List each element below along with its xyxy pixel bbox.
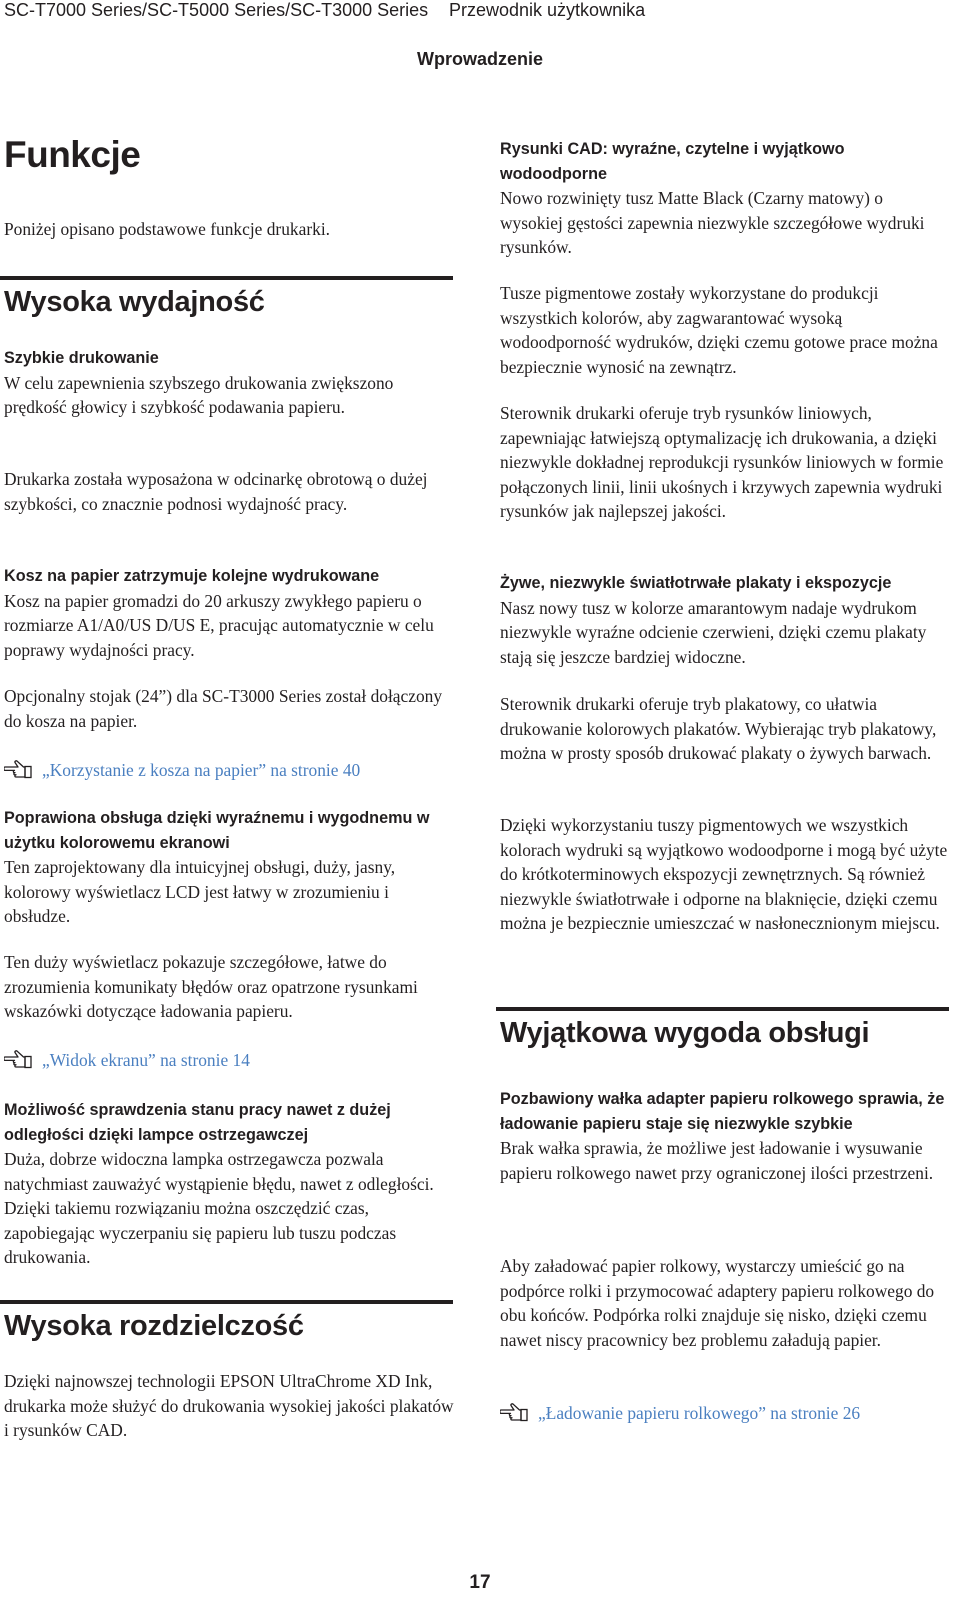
- basket-block: [4, 564, 454, 662]
- poster-mode-block: [500, 692, 950, 766]
- intro-text: Poniżej opisano podstawowe funkcje drukarki.: [4, 219, 330, 239]
- poster-block: [500, 571, 950, 669]
- cutter-text: Drukarka została wyposażona w odcinarkę obrotową o dużej szybkości, co znacznie podnosi wydajność pracy.: [4, 469, 428, 514]
- stand-text: Opcjonalny stojak (24”) dla SC-T3000 Series został dołączony do kosza na papier.: [4, 686, 443, 731]
- page-title: Funkcje: [4, 134, 141, 175]
- fast-print-block: [4, 346, 454, 420]
- link-screen-view[interactable]: „Widok ekranu” na stronie 14: [42, 1050, 250, 1070]
- pointing-hand-icon: [4, 758, 34, 780]
- fast-print-text: W celu zapewnienia szybszego drukowania zwiększono prędkość głowicy i szybkość podawania papieru.: [4, 372, 394, 417]
- spindle-text: Brak wałka sprawia, że możliwe jest ładowanie i wysuwanie papieru rolkowego nawet przy ograniczonej ilości przestrzeni.: [500, 1138, 934, 1183]
- section-rule: [0, 276, 453, 280]
- outdoor-block: [500, 813, 950, 936]
- fast-print-title: Szybkie drukowanie: [4, 349, 159, 367]
- header-product-name: SC-T7000 Series/SC-T5000 Series/SC-T3000 Series: [4, 0, 429, 20]
- lcd-text-2: Ten duży wyświetlacz pokazuje szczegółowe, łatwe do zrozumienia komunikaty błędów oraz opatrzone rysunkami wskazówki dotyczące ładowania papieru.: [4, 952, 418, 1021]
- heading-convenience: Wyjątkowa wygoda obsługi: [500, 1017, 870, 1049]
- header-guide-title: Przewodnik użytkownika: [449, 0, 646, 20]
- screen-reference: [4, 1048, 454, 1073]
- poster-text: Nasz nowy tusz w kolorze amarantowym nadaje wydrukom niezwykle wyraźne odcienie czerwieni, dzięki czemu plakaty stają się jeszcze bardziej widoczne.: [500, 597, 927, 667]
- lcd-title: Poprawiona obsługa dzięki wyraźnemu i wygodnemu w użytku kolorowemu ekranowi: [4, 809, 430, 852]
- lcd-block-2: [4, 950, 454, 1024]
- load-block: [500, 1254, 950, 1352]
- intro-block: [4, 217, 454, 242]
- link-basket-usage[interactable]: „Korzystanie z kosza na papier” na stronie 40: [42, 760, 361, 780]
- header-section-title: Wprowadzenie: [416, 49, 543, 69]
- spindle-block: [500, 1087, 950, 1185]
- lamp-block: [4, 1098, 454, 1270]
- load-text: Aby załadować papier rolkowy, wystarczy umieścić go na podpórce rolki i przymocować adaptery papieru rolkowego do obu końców. Podpórka rolki znajduje się nisko, dzięki czemu nawet niscy pracownicy bez problemu załadują papier.: [500, 1256, 935, 1350]
- poster-title: Żywe, niezwykle światłotrwałe plakaty i ekspozycje: [500, 574, 892, 592]
- cad-block: [500, 137, 950, 260]
- line-mode-block: [500, 401, 950, 524]
- pigment-text: Tusze pigmentowe zostały wykorzystane do produkcji wszystkich kolorów, aby zagwarantować wysoką wodoodporność wydruków, dzięki czemu gotowe prace można bezpiecznie wynosić na zewnątrz.: [500, 283, 938, 377]
- section-rule: [0, 1300, 453, 1304]
- lcd-text: Ten zaprojektowany dla intuicyjnej obsługi, duży, jasny, kolorowy wyświetlacz LCD jest łatwy w zrozumieniu i obsłudze.: [4, 857, 396, 926]
- basket-title: Kosz na papier zatrzymuje kolejne wydrukowane: [4, 567, 380, 585]
- cad-text: Nowo rozwinięty tusz Matte Black (Czarny matowy) o wysokiej gęstości zapewnia niezwykle szczegółowe wydruki rysunków.: [500, 188, 925, 257]
- stand-block: [4, 684, 454, 733]
- pointing-hand-icon: [4, 1048, 34, 1070]
- basket-text: Kosz na papier gromadzi do 20 arkuszy zwykłego papieru o rozmiarze A1/A0/US D/US E, pracując automatycznie w celu poprawy wydajności pracy.: [4, 590, 434, 660]
- spindle-title: Pozbawiony wałka adapter papieru rolkowego sprawia, że ładowanie papieru staje się niezwykle szybkie: [500, 1090, 945, 1133]
- lcd-block: [4, 806, 454, 929]
- page-number: 17: [469, 1572, 491, 1593]
- heading-performance: Wysoka wydajność: [4, 286, 265, 318]
- basket-reference: [4, 758, 454, 783]
- cutter-block: [4, 467, 454, 516]
- resolution-block: [4, 1369, 454, 1443]
- poster-mode-text: Sterownik drukarki oferuje tryb plakatowy, co ułatwia drukowanie kolorowych plakatów. Wybierając tryb plakatowy, można w prosty sposób drukować plakaty o żywych barwach.: [500, 694, 937, 763]
- lamp-text: Duża, dobrze widoczna lampka ostrzegawcza pozwala natychmiast zauważyć wystąpienie błędu, nawet z odległości. Dzięki takiemu rozwiązaniu można oszczędzić czas, zapobiegając wyczerpaniu się papieru lub tuszu podczas drukowania.: [4, 1149, 434, 1267]
- loading-reference: [500, 1401, 950, 1426]
- heading-resolution: Wysoka rozdzielczość: [4, 1310, 304, 1342]
- line-mode-text: Sterownik drukarki oferuje tryb rysunków liniowych, zapewniając łatwiejszą optymalizację ich drukowania, a dzięki niezwykle dokładnej reprodukcji rysunków liniowych w formie połączonych linii, linii ukośnych i krzywych zapewnia wydruki rysunków jak najlepszej jakości.: [500, 403, 944, 521]
- resolution-text: Dzięki najnowszej technologii EPSON UltraChrome XD Ink, drukarka może służyć do drukowania wysokiej jakości plakatów i rysunków CAD.: [4, 1371, 454, 1440]
- cad-title: Rysunki CAD: wyraźne, czytelne i wyjątkowo wodoodporne: [500, 140, 845, 183]
- pigment-block: [500, 281, 950, 379]
- outdoor-text: Dzięki wykorzystaniu tuszy pigmentowych we wszystkich kolorach wydruki są wyjątkowo wodoodporne i mogą być użyte do krótkoterminowych ekspozycji zewnętrznych. Są również niezwykle światłotrwałe i odporne na blaknięcie, dzięki czemu można je bezpiecznie umieszczać w nasłonecznionym miejscu.: [500, 815, 948, 933]
- lamp-title: Możliwość sprawdzenia stanu pracy nawet z dużej odległości dzięki lampce ostrzegawczej: [4, 1101, 391, 1144]
- section-rule: [496, 1007, 949, 1011]
- link-roll-paper-loading[interactable]: „Ładowanie papieru rolkowego” na stronie 26: [538, 1403, 861, 1423]
- pointing-hand-icon: [500, 1401, 530, 1423]
